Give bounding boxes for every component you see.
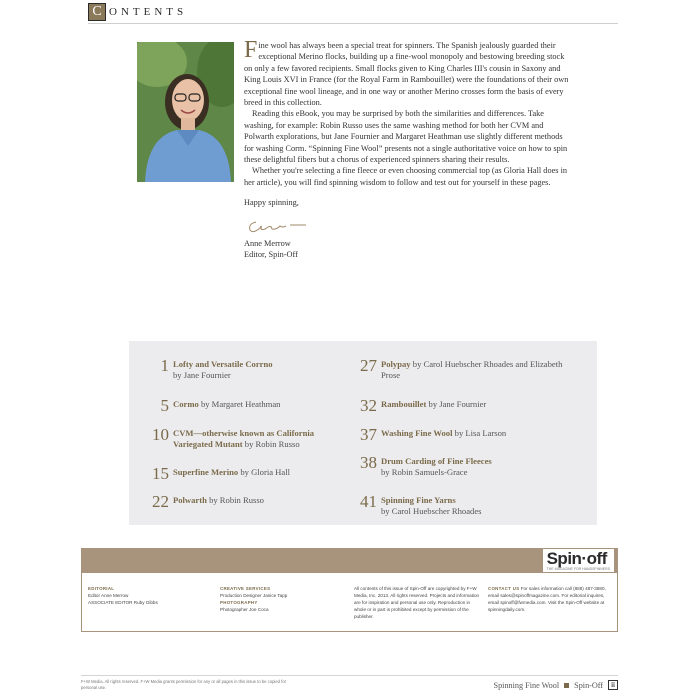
toc-title: Washing Fine Wool	[381, 428, 453, 438]
toc-entry[interactable]	[149, 465, 369, 483]
letter-closing: Happy spinning,	[244, 198, 299, 208]
footer-notice: F+W Media. All rights reserved. F+W Media grants permission for any or all pages in this issue to be copied for personal use.	[81, 679, 287, 690]
letter-paragraph: Reading this eBook, you may be surprised by both the similarities and differences. Take washing, for example: Robin Russo uses the same washing method for both her CVM and Polwarth explorations, but Jane Fournier and Margaret Heathman use slightly different methods for washing Corm. “Spinning Fine Wool” presents not a single authoritative voice on how to spin these delightful fibers but a chorus of experienced spinners sharing their results.	[244, 109, 568, 165]
toc-page-number: 15	[152, 464, 169, 483]
credits-creative: CREATIVE SERVICES Production Designer Janice Tapp PHOTOGRAPHY Photographer Joe Coca	[220, 586, 288, 612]
page-number: ii	[608, 680, 618, 690]
toc-author: by Robin Russo	[244, 438, 300, 449]
toc-page-number: 22	[152, 492, 169, 511]
toc-author: by Jane Fournier	[173, 369, 231, 380]
toc-page-number: 10	[152, 425, 169, 444]
toc-page-number: 1	[160, 356, 169, 375]
toc-page-number: 5	[160, 396, 169, 415]
editor-photo	[137, 42, 234, 182]
signature-title: Editor, Spin-Off	[244, 250, 298, 260]
toc-title: Cormo	[173, 399, 199, 409]
spin-off-logo	[543, 549, 614, 572]
toc-page-number: 38	[360, 453, 377, 472]
toc-author: by Margaret Heathman	[200, 399, 281, 409]
toc-title: Lofty and Versatile Corrno	[173, 359, 273, 369]
toc-entry[interactable]	[149, 493, 369, 511]
toc-title: Superfine Merino	[173, 467, 239, 477]
toc-author: by Carol Huebscher Rhoades	[381, 505, 482, 516]
contents-header	[88, 2, 187, 22]
magazine-name: Spin-Off	[574, 680, 604, 690]
contents-initial: C	[88, 3, 106, 21]
credits-contact: CONTACT US For sales information call (888) 487-3880, email sales@spinoffmagazine.com. For editorial inquires, email spinoff@fwmedia.com. Visit the Spin-Off website at spinningdaily.com.	[488, 586, 606, 612]
toc-page-number: 32	[360, 396, 377, 415]
toc-author: by Lisa Larson	[454, 428, 507, 438]
toc-author: by Gloria Hall	[240, 467, 290, 477]
handwritten-signature	[244, 214, 574, 236]
toc-entry[interactable]	[357, 426, 587, 444]
toc-entry[interactable]	[357, 493, 587, 516]
credits-copyright: All contents of this issue of Spin-Off are copyrighted by F+W Media, Inc. 2013. All rights reserved. Projects and information are for inspiration and personal use only. Reproduction in whole or in part is prohibited except by permission of the publisher.	[354, 586, 480, 619]
masthead-bar	[81, 548, 618, 573]
contents-word: ONTENTS	[109, 6, 188, 18]
toc-title: CVM—otherwise known as California Variegated Mutant	[173, 428, 315, 449]
toc-page-number: 27	[360, 356, 377, 375]
toc-author: by Jane Fournier	[428, 399, 487, 409]
toc-title: Drum Carding of Fine Fleeces	[381, 456, 492, 466]
toc-entry[interactable]	[357, 454, 587, 477]
letter-paragraph: Whether you're selecting a fine fleece or even choosing commercial top (as Gloria Hall does in her article), you will find spinning wisdom to follow and test out for yourself in these pages.	[244, 166, 568, 187]
credits-editorial: EDITORIAL Editor Anne Merrow ASSOCIATE EDITOR Ruby Gibbs	[88, 586, 158, 605]
page-footer	[494, 680, 618, 690]
logo-text: Spin·off	[546, 548, 607, 568]
toc-title: Rambouillet	[381, 399, 427, 409]
masthead-credits	[81, 573, 618, 632]
toc-title: Spinning Fine Yarns	[381, 495, 456, 505]
toc-author: by Carol Huebscher Rhoades and Elizabeth Prose	[381, 359, 563, 380]
toc-entry[interactable]	[149, 357, 369, 380]
toc-author: by Robin Samuels-Grace	[381, 466, 468, 477]
toc-entry[interactable]	[149, 426, 369, 449]
letter-paragraph: Fine wool has always been a special treat for spinners. The Spanish jealously guarded their exceptional Merino flocks, building up a fine-wool monopoly and bestowing breeding stock on only a few favored recipients. Small flocks given to King Charles III's cousin in Saxony and King Louis XVI in France (for the Royal Farm in Rambouillet) were the foundations of their own exceptional fine wool lineage, and in one way or another Merino crosses form the basis of every breed in this collection.	[244, 37, 569, 108]
toc-page-number: 37	[360, 425, 377, 444]
signature-name: Anne Merrow	[244, 238, 291, 248]
drop-cap: F	[244, 37, 258, 63]
toc-entry[interactable]	[357, 397, 587, 415]
toc-entry[interactable]	[149, 397, 369, 415]
footer-rule	[81, 675, 618, 676]
publication-title: Spinning Fine Wool	[493, 680, 560, 690]
toc-title: Polwarth	[173, 495, 207, 505]
toc-panel	[129, 341, 597, 525]
logo-tagline: THE MAGAZINE FOR HANDSPINNERS	[546, 566, 610, 571]
toc-title: Polypay	[381, 359, 411, 369]
header-rule	[88, 23, 618, 24]
toc-author: by Robin Russo	[209, 495, 264, 505]
toc-entry[interactable]	[357, 357, 587, 380]
toc-page-number: 41	[360, 492, 377, 511]
editor-letter	[244, 37, 574, 261]
footer-separator	[564, 683, 569, 688]
